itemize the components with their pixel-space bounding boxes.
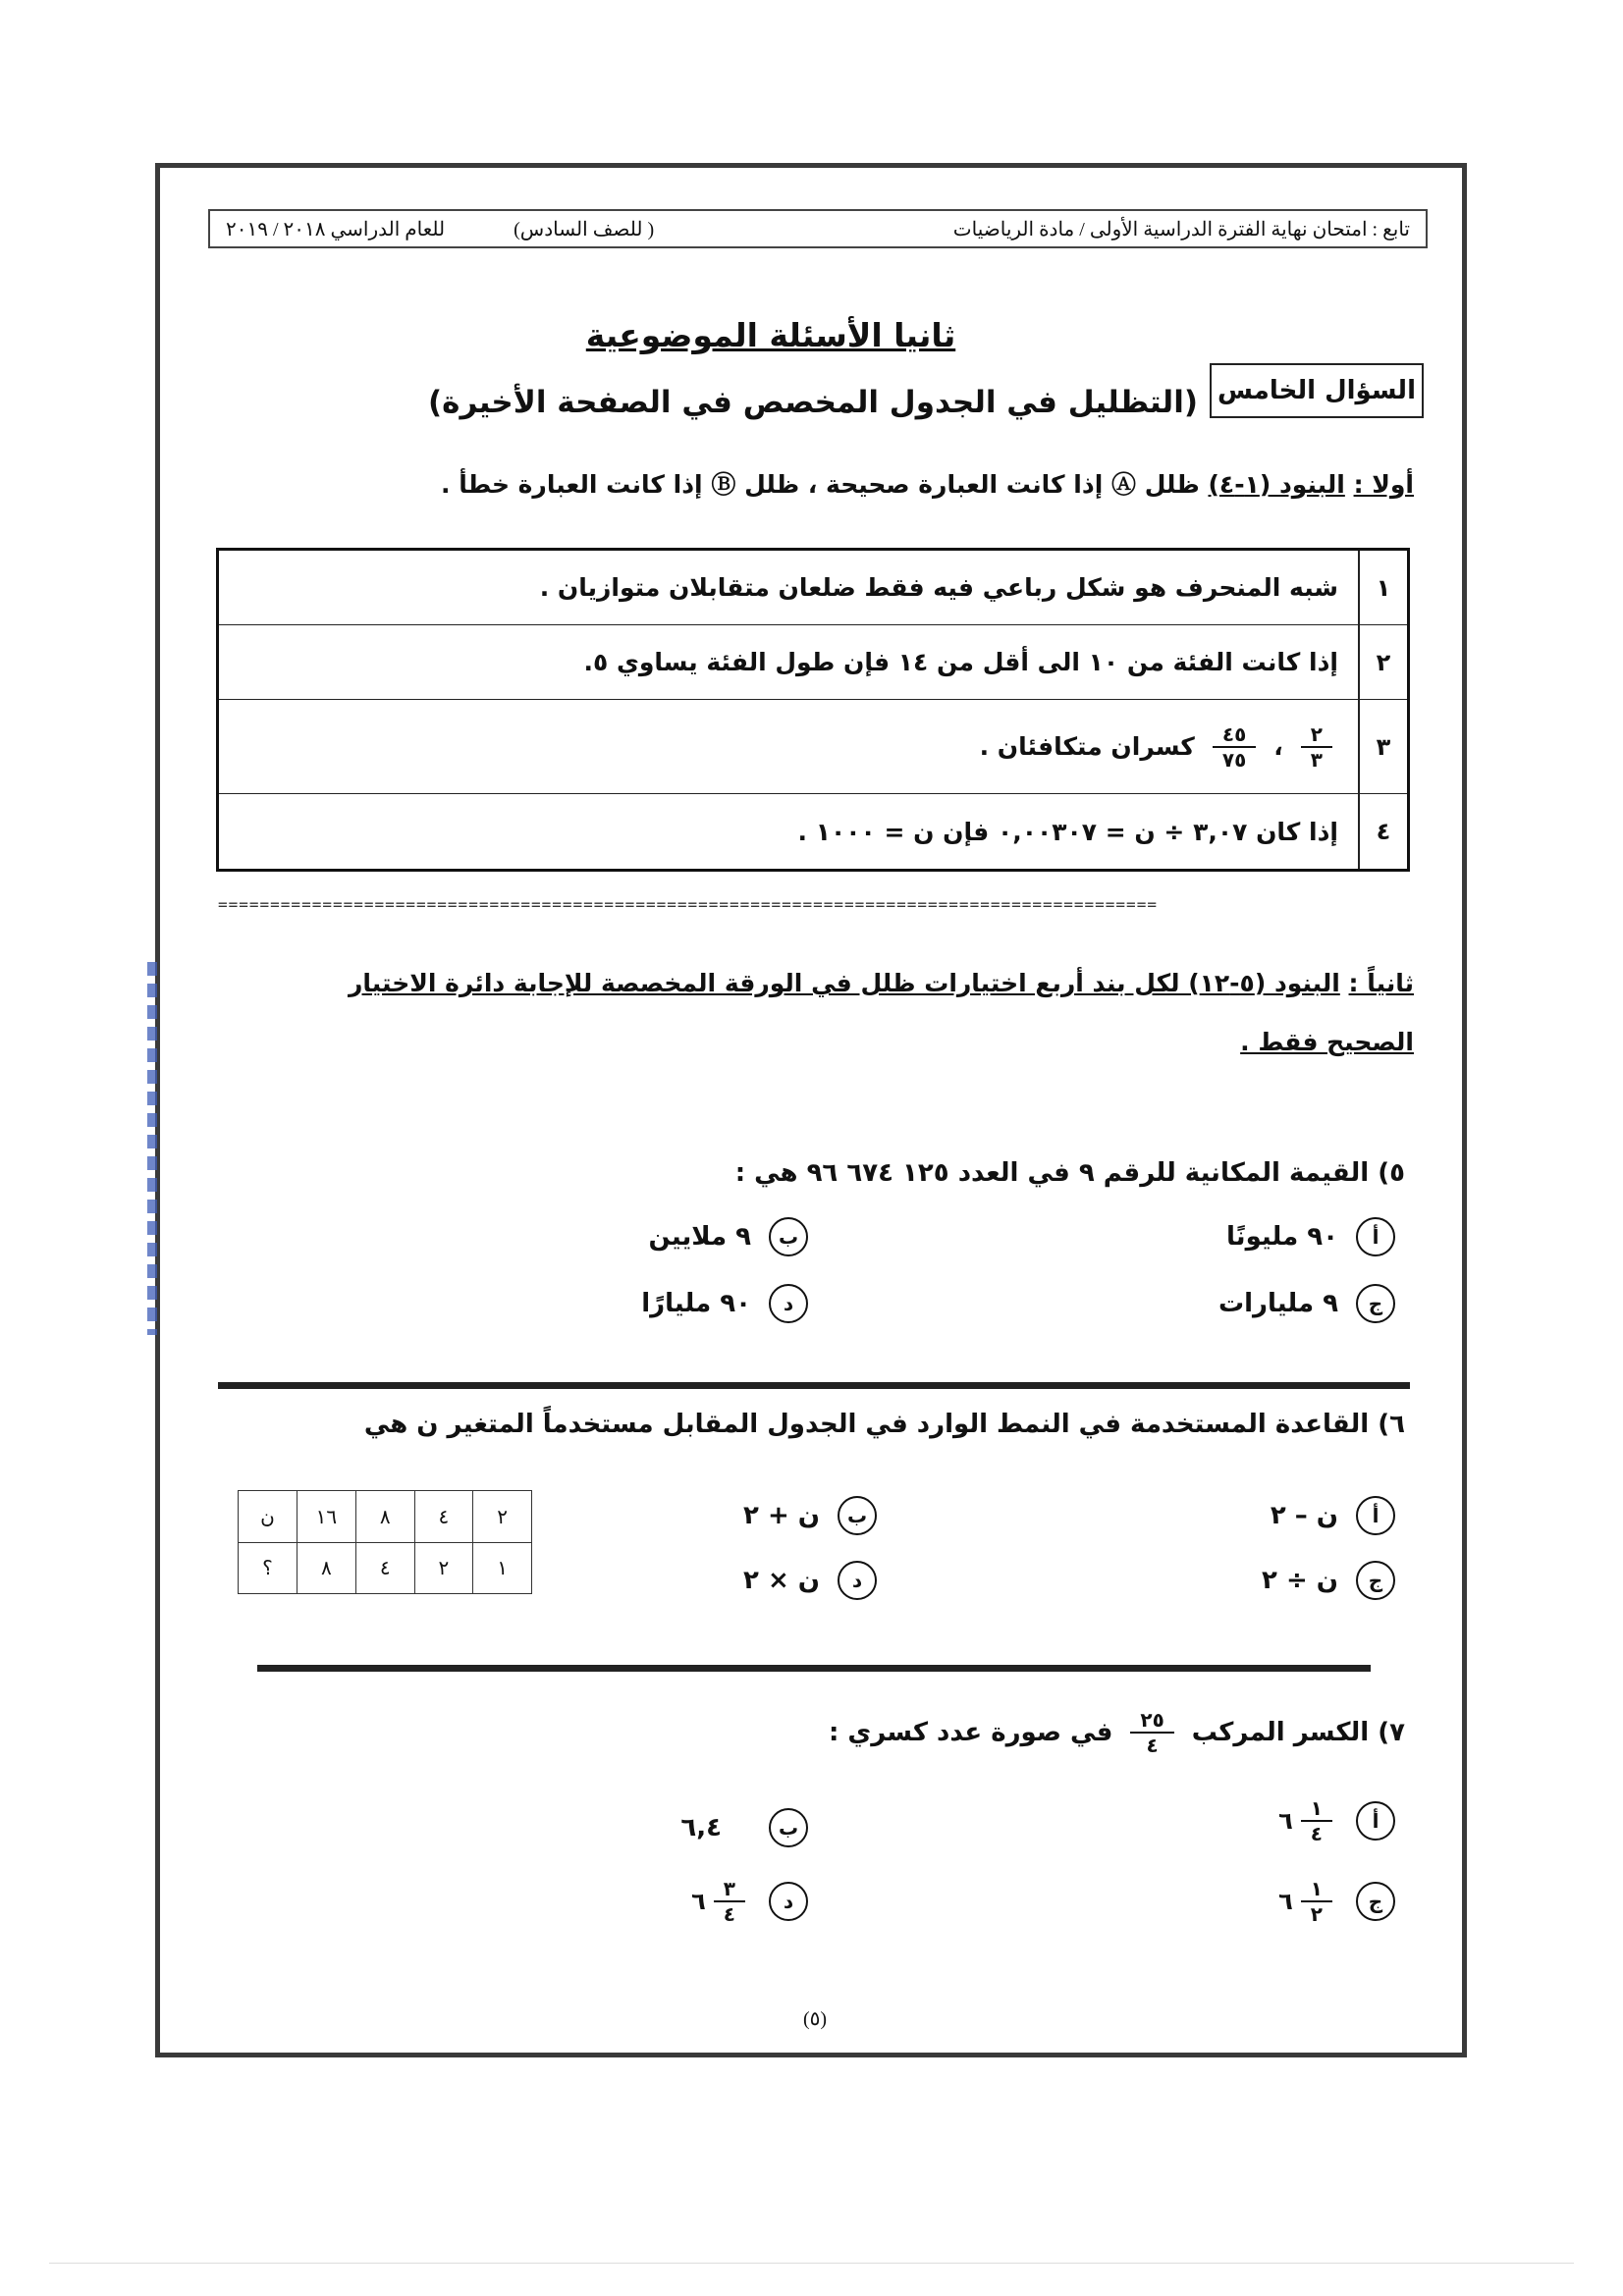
option-circle[interactable]: ج: [1356, 1284, 1395, 1323]
separator-rule: [257, 1665, 1371, 1672]
fraction-two-thirds: $\frac{٢}{٣}$: [1301, 722, 1332, 772]
q6-option-d[interactable]: [743, 1561, 877, 1600]
q5-option-d[interactable]: [641, 1284, 808, 1323]
option-circle[interactable]: أ: [1356, 1801, 1395, 1841]
option-circle[interactable]: د: [769, 1882, 808, 1921]
item-text: $\frac{٢}{٣}$ ، $\frac{٤٥}{٧٥}$ كسران متكافئان .: [298, 700, 1338, 793]
header-year: للعام الدراسي ٢٠١٨ / ٢٠١٩: [226, 218, 446, 240]
part-one-label: أولا :: [1353, 470, 1414, 499]
question-5: ٥) القيمة المكانية للرقم ٩ في العدد ١٢٥ ٦٧٤ ٩٦ هي :: [734, 1158, 1405, 1188]
option-circle[interactable]: د: [769, 1284, 808, 1323]
option-text: ٩ مليارات: [1217, 1289, 1338, 1318]
option-circle[interactable]: ب: [838, 1496, 877, 1535]
q6-option-c[interactable]: [1262, 1561, 1395, 1600]
table-cell: ؟: [239, 1542, 298, 1594]
q6-option-b[interactable]: [743, 1496, 877, 1535]
option-circle[interactable]: ج: [1356, 1561, 1395, 1600]
page-number: (٥): [802, 2008, 828, 2030]
table-cell: ن: [239, 1491, 298, 1543]
q6-option-a[interactable]: [1271, 1496, 1395, 1535]
question-7: [276, 1708, 1405, 1757]
table-cell: ٢: [473, 1491, 532, 1543]
table-cell: ٨: [297, 1542, 355, 1594]
dashed-separator: ==========================================================================================: [218, 895, 1158, 914]
item-text: إذا كانت الفئة من ١٠ الى أقل من ١٤ فإن طول الفئة يساوي ٥.: [583, 648, 1338, 676]
option-text: ن ÷ ٢: [1262, 1566, 1338, 1595]
item-text-suffix: كسران متكافئان .: [979, 732, 1195, 761]
true-false-table: [216, 548, 1410, 872]
mixed-number: ٦ $\frac{٣}{٤}$: [691, 1877, 751, 1926]
q7-option-a[interactable]: [1278, 1796, 1395, 1845]
table-cell: ٤: [355, 1542, 414, 1594]
header-grade: ( للصف السادس): [514, 218, 655, 240]
page-frame: [155, 163, 1467, 2057]
table-row: [219, 551, 1407, 625]
question-number-box: السؤال الخامس: [1210, 363, 1424, 418]
q7-option-c[interactable]: [1278, 1877, 1395, 1926]
q7-suffix: في صورة عدد كسري :: [828, 1718, 1113, 1747]
question-6: ٦) القاعدة المستخدمة في النمط الوارد في الجدول المقابل مستخدماً المتغير ن هي: [363, 1410, 1405, 1439]
option-text: ن – ٢: [1270, 1501, 1338, 1530]
part-one-text: ظلل Ⓐ إذا كانت العبارة صحيحة ، ظلل Ⓑ إذا كانت العبارة خطأ .: [441, 470, 1200, 499]
option-circle[interactable]: أ: [1356, 1217, 1395, 1256]
part-one-instruction: [245, 465, 1414, 501]
q7-prefix: ٧) الكسر المركب: [1191, 1718, 1405, 1747]
option-text: ٩٠ مليارًا: [641, 1289, 751, 1318]
option-text: ن + ٢: [743, 1501, 820, 1530]
shading-instruction: (التظليل في الجدول المخصص في الصفحة الأخيرة): [428, 385, 1198, 420]
fraction-45-75: $\frac{٤٥}{٧٥}$: [1213, 722, 1256, 772]
table-row: [219, 625, 1407, 700]
q5-option-a[interactable]: [1226, 1217, 1395, 1256]
option-circle[interactable]: ج: [1356, 1882, 1395, 1921]
bottom-rule: [49, 2263, 1574, 2264]
item-number: ١: [1358, 551, 1407, 624]
option-circle[interactable]: أ: [1356, 1496, 1395, 1535]
table-cell: ٨: [355, 1491, 414, 1543]
header-exam: تابع : امتحان نهاية الفترة الدراسية الأولى / مادة الرياضيات: [952, 218, 1410, 240]
q5-option-c[interactable]: [1218, 1284, 1395, 1323]
fraction-25-4: $\frac{٢٥}{٤}$: [1130, 1708, 1173, 1757]
option-circle[interactable]: د: [838, 1561, 877, 1600]
option-text: ٩٠ مليونًا: [1226, 1222, 1338, 1252]
table-cell: ١٦: [297, 1491, 355, 1543]
section-title: ثانيا الأسئلة الموضوعية: [585, 316, 956, 354]
option-text: ٦,٤: [680, 1813, 722, 1842]
item-number: ٢: [1358, 625, 1407, 699]
item-number: ٤: [1358, 794, 1407, 869]
table-row: [219, 794, 1407, 869]
option-text: ن × ٢: [743, 1566, 820, 1595]
item-number: ٣: [1358, 700, 1407, 793]
part-two-label: ثانياً :: [1348, 969, 1414, 997]
mixed-number: ٦ $\frac{١}{٤}$: [1278, 1796, 1338, 1845]
q7-option-d[interactable]: [691, 1877, 808, 1926]
separator-rule: [218, 1382, 1410, 1389]
option-circle[interactable]: ب: [769, 1217, 808, 1256]
item-text: إذا كان ٣,٠٧ ÷ ن = ٠,٠٠٣٠٧ فإن ن = ١٠٠٠ .: [797, 817, 1338, 846]
table-cell: ٢: [414, 1542, 473, 1594]
table-row: [239, 1542, 532, 1594]
table-cell: ٤: [414, 1491, 473, 1543]
q5-option-b[interactable]: [648, 1217, 808, 1256]
scan-margin-mark: [147, 962, 157, 1335]
part-two-text: البنود (٥-١٢) لكل بند أربع اختيارات ظلل في الورقة المخصصة للإجابة دائرة الاختيار الصحيح فقط .: [349, 969, 1414, 1056]
table-cell: ١: [473, 1542, 532, 1594]
exam-header: [208, 209, 1428, 248]
table-row: [219, 700, 1407, 794]
part-two-instruction: [255, 954, 1414, 1072]
mixed-number: ٦ $\frac{١}{٢}$: [1278, 1877, 1338, 1926]
q7-option-b[interactable]: [680, 1808, 808, 1847]
pattern-table: [238, 1490, 532, 1594]
item-text: شبه المنحرف هو شكل رباعي فيه فقط ضلعان متقابلان متوازيان .: [539, 573, 1338, 602]
option-circle[interactable]: ب: [769, 1808, 808, 1847]
part-one-items: البنود (١-٤): [1208, 470, 1345, 499]
option-text: ٩ ملايين: [648, 1222, 751, 1252]
table-row: [239, 1491, 532, 1543]
